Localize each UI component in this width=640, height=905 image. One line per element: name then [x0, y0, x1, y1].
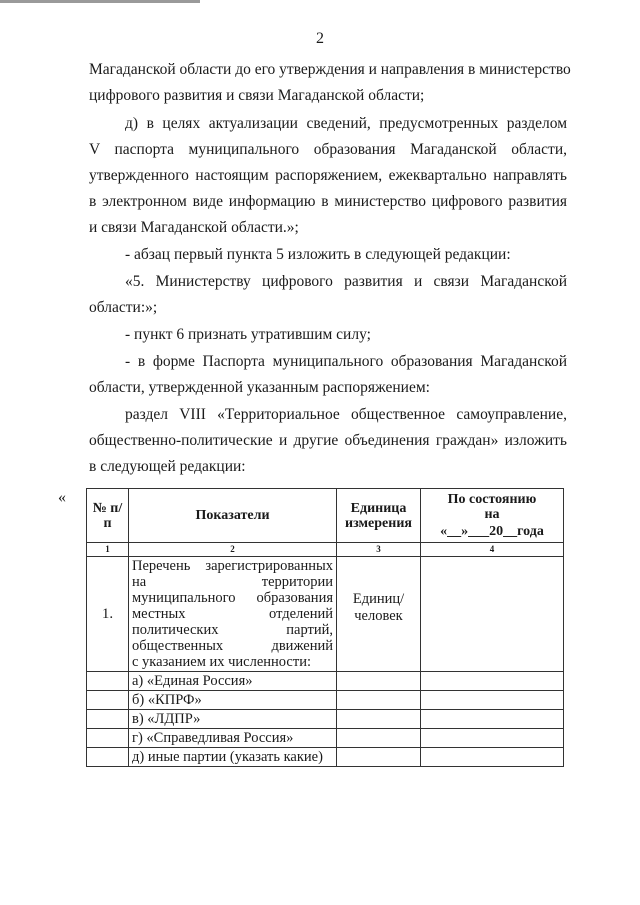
- indicator-line: Перечень зарегистрированных: [132, 558, 333, 574]
- unit-line: Единиц/: [352, 591, 405, 607]
- row-indicator-text: [129, 557, 337, 672]
- indicator-line: на территории: [132, 574, 333, 590]
- party-label: б) «КПРФ»: [129, 691, 337, 710]
- page-number: 2: [316, 30, 324, 47]
- text-line: - в форме Паспорта муниципального образования Магаданской: [125, 353, 567, 370]
- col-number: 4: [421, 543, 564, 557]
- row-number: 1.: [87, 557, 129, 672]
- table-row: [87, 557, 564, 672]
- header-num: № п/п: [87, 489, 129, 543]
- text-line: Магаданской области до его утверждения и направления в министерство: [89, 61, 571, 78]
- row-unit: [337, 557, 421, 672]
- text-line: области, утвержденной указанным распоряжением:: [89, 379, 430, 396]
- indicator-line: политических партий,: [132, 622, 333, 638]
- column-number-row: [87, 543, 564, 557]
- table-header-row: [87, 489, 564, 543]
- indicator-line: местных отделений: [132, 606, 333, 622]
- opening-quote: «: [58, 489, 66, 506]
- header-state-line2: на: [484, 507, 500, 522]
- top-border-line: [0, 0, 200, 3]
- text-line: д) в целях актуализации сведений, предусмотренных разделом: [125, 115, 567, 132]
- col-number: 2: [129, 543, 337, 557]
- indicator-line: муниципального образования: [132, 590, 333, 606]
- unit-line: человек: [354, 608, 403, 624]
- text-line: «5. Министерству цифрового развития и связи Магаданской: [125, 273, 567, 290]
- party-label: в) «ЛДПР»: [129, 710, 337, 729]
- text-line: - пункт 6 признать утратившим силу;: [125, 326, 371, 343]
- table-row: [87, 672, 564, 691]
- col-number: 1: [87, 543, 129, 557]
- text-line: раздел VIII «Территориальное общественное самоуправление,: [125, 406, 567, 423]
- text-line: в следующей редакции:: [89, 458, 246, 475]
- text-line: V паспорта муниципального образования Магаданской области,: [89, 141, 567, 158]
- passport-table: [86, 488, 564, 767]
- text-line: в электронном виде информацию в министерство цифрового развития: [89, 193, 567, 210]
- table-row: [87, 729, 564, 748]
- row-value-cell: [421, 557, 564, 672]
- text-line: и связи Магаданской области.»;: [89, 219, 299, 236]
- party-label: а) «Единая Россия»: [129, 672, 337, 691]
- text-line: области:»;: [89, 299, 158, 316]
- text-line: цифрового развития и связи Магаданской области;: [89, 87, 425, 104]
- table-row: [87, 710, 564, 729]
- text-line: общественно-политические и другие объединения граждан» изложить: [89, 432, 567, 449]
- table-row: [87, 748, 564, 767]
- indicator-line: с указанием их численности:: [132, 654, 311, 670]
- header-state-line3: «__»___20__года: [440, 524, 544, 539]
- col-number: 3: [337, 543, 421, 557]
- table-row: [87, 691, 564, 710]
- party-label: г) «Справедливая Россия»: [129, 729, 337, 748]
- header-state: [421, 489, 564, 543]
- indicator-line: общественных движений: [132, 638, 333, 654]
- text-line: - абзац первый пункта 5 изложить в следующей редакции:: [125, 246, 511, 263]
- text-line: утвержденного настоящим распоряжением, ежеквартально направлять: [89, 167, 567, 184]
- party-label: д) иные партии (указать какие): [129, 748, 337, 767]
- header-state-line1: По состоянию: [447, 492, 537, 507]
- header-unit: Единица измерения: [337, 489, 421, 543]
- header-indicators: Показатели: [129, 489, 337, 543]
